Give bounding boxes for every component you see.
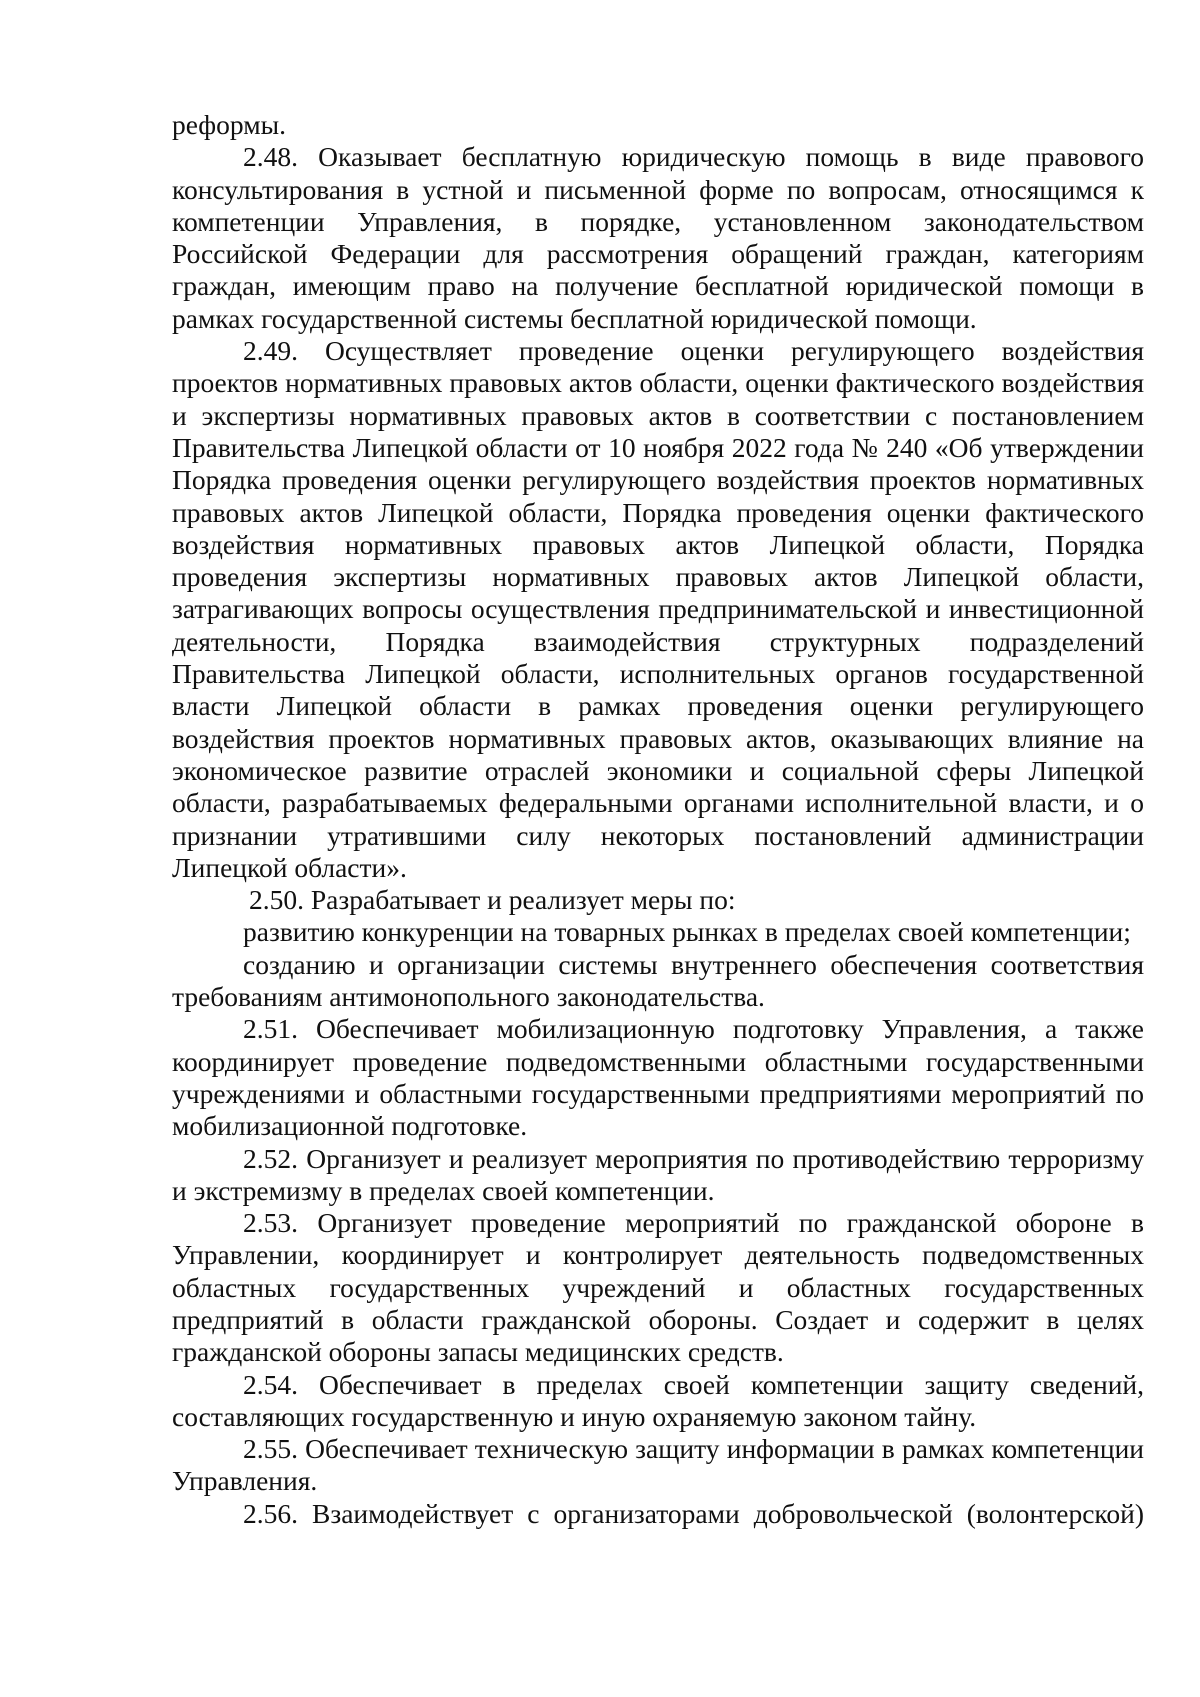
paragraph-2-50-item-compliance: созданию и организации системы внутреннего обеспечения соответствия требованиям антимонопольного законодательства. (172, 948, 1144, 1013)
paragraph-2-55: 2.55. Обеспечивает техническую защиту информации в рамках компетенции Управления. (172, 1433, 1144, 1497)
paragraph-2-53: 2.53. Организует проведение мероприятий по гражданской обороне в Управлении, координирует и контролирует деятельность подведомственных областных государственных учреждений и областных государственных предприятий в области гражданской обороны. Создает и содержит в целях гражданской обороны запасы медицинских средств. (172, 1207, 1144, 1368)
paragraph-2-49: 2.49. Осуществляет проведение оценки регулирующего воздействия проектов нормативных правовых актов области, оценки фактического воздействия и экспертизы нормативных правовых актов в соответствии с постановлением Правительства Липецкой области от 10 ноября 2022 года № 240 «Об утверждении Порядка проведения оценки регулирующего воздействия проектов нормативных правовых актов Липецкой области, Порядка проведения оценки фактического воздействия нормативных правовых актов Липецкой области, Порядка проведения экспертизы нормативных правовых актов Липецкой области, затрагивающих вопросы осуществления предпринимательской и инвестиционной деятельности, Порядка взаимодействия структурных подразделений Правительства Липецкой области, исполнительных органов государственной власти Липецкой области в рамках проведения оценки регулирующего воздействия проектов нормативных правовых актов, оказывающих влияние на экономическое развитие отраслей экономики и социальной сферы Липецкой области, разрабатываемых федеральными органами исполнительной власти, и о признании утратившими силу некоторых постановлений администрации Липецкой области». (172, 335, 1144, 883)
paragraph-2-52: 2.52. Организует и реализует мероприятия по противодействию терроризму и экстремизму в пределах своей компетенции. (172, 1142, 1144, 1206)
paragraph-2-50-item-competition: развитию конкуренции на товарных рынках в пределах своей компетенции; (243, 916, 1131, 948)
paragraph-2-51: 2.51. Обеспечивает мобилизационную подготовку Управления, а также координирует проведение подведомственными областными государственными учреждениями и областными государственными предприятиями мероприятий по мобилизационной подготовке. (172, 1013, 1144, 1142)
paragraph-continuation: реформы. (172, 109, 286, 140)
paragraph-2-54: 2.54. Обеспечивает в пределах своей компетенции защиту сведений, составляющих государственную и иную охраняемую законом тайну. (172, 1368, 1144, 1432)
paragraph-2-48: 2.48. Оказывает бесплатную юридическую помощь в виде правового консультирования в устной и письменной форме по вопросам, относящимся к компетенции Управления, в порядке, установленном законодательством Российской Федерации для рассмотрения обращений граждан, категориям граждан, имеющим право на получение бесплатной юридической помощи в рамках государственной системы бесплатной юридической помощи. (172, 141, 1144, 334)
paragraph-2-50: 2.50. Разрабатывает и реализует меры по: (249, 884, 736, 916)
document-body (172, 109, 1144, 1530)
paragraph-2-56: 2.56. Взаимодействует с организаторами добровольческой (волонтерской) (243, 1497, 1144, 1529)
